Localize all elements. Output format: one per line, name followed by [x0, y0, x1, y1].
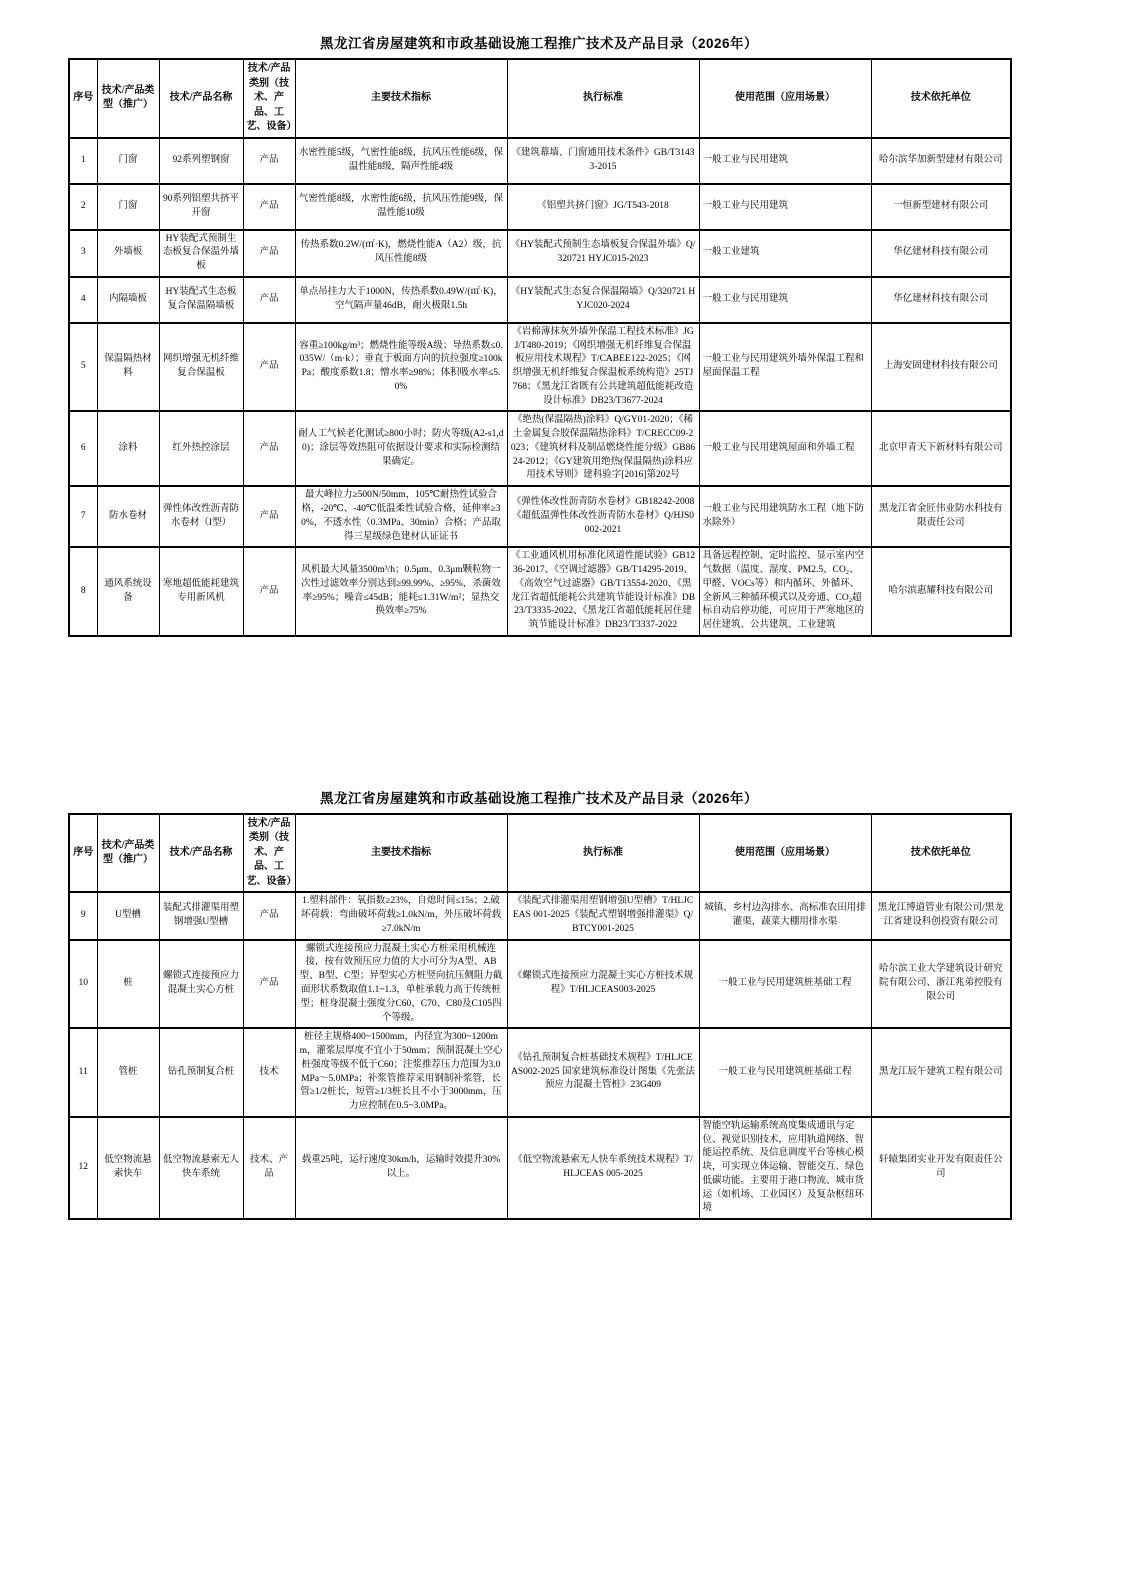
- cell-no: 10: [69, 940, 97, 1029]
- cell-org: 黑龙江省金匠伟业防水科技有限责任公司: [871, 486, 1011, 547]
- cell-category: 产品: [243, 323, 295, 412]
- table-row: [69, 230, 1011, 277]
- cell-indicators: 螺锁式连接预应力混凝土实心方桩采用机械连接，按有效预压应力值的大小可分为A型、AB型、B型、C型；异型实心方桩竖向抗压侧阻力截面形状系数取值1.1~1.3，单桩承载力高于传统桩型；桩身混凝土强度分C60、C70、C80及C105四个等级。: [295, 940, 507, 1029]
- table-row: [69, 138, 1011, 184]
- cell-category: 产品: [243, 547, 295, 636]
- header-col-org: 技术依托单位: [871, 59, 1011, 138]
- cell-type: 通风系统设备: [97, 547, 159, 636]
- header-col-standard: 执行标准: [507, 814, 699, 893]
- cell-name: 装配式排灌渠用塑钢增强U型槽: [159, 892, 243, 939]
- cell-indicators: 1.塑料部件：氧指数≥23%，自熄时间≤15s；2.破坏荷载：弯曲破坏荷载≥1.0kN/m，外压破坏荷载≥7.0kN/m: [295, 892, 507, 939]
- cell-type: 涂料: [97, 411, 159, 486]
- cell-type: 外墙板: [97, 230, 159, 277]
- cell-category: 产品: [243, 184, 295, 230]
- cell-name: 寒地超低能耗建筑专用新风机: [159, 547, 243, 636]
- cell-org: 哈尔滨惠耀科技有限公司: [871, 547, 1011, 636]
- cell-scope: 城镇、乡村边沟排水、高标准农田用排灌渠，蔬菜大棚用排水渠: [699, 892, 871, 939]
- cell-indicators: 气密性能8级，水密性能6级，抗风压性能9级，保温性能10级: [295, 184, 507, 230]
- cell-standard: 《低空物流悬索无人快车系统技术规程》T/HLJCEAS 005-2025: [507, 1117, 699, 1219]
- cell-org: 黑龙江辰午建筑工程有限公司: [871, 1028, 1011, 1117]
- cell-name: 钻孔预制复合桩: [159, 1028, 243, 1117]
- cell-org: 黑龙江博道管业有限公司/黑龙江省建设科创投资有限公司: [871, 892, 1011, 939]
- cell-scope: 一般工业与民用建筑: [699, 277, 871, 323]
- table-row: [69, 940, 1011, 1029]
- cell-scope: 一般工业与民用建筑: [699, 138, 871, 184]
- cell-standard: 《建筑幕墙、门窗通用技术条件》GB/T31433-2015: [507, 138, 699, 184]
- cell-category: 产品: [243, 411, 295, 486]
- table-row: [69, 184, 1011, 230]
- cell-org: 华亿建材科技有限公司: [871, 277, 1011, 323]
- header-col-standard: 执行标准: [507, 59, 699, 138]
- cell-no: 1: [69, 138, 97, 184]
- header-col-name: 技术/产品名称: [159, 814, 243, 893]
- table-body: [69, 892, 1011, 1219]
- cell-name: 红外热控涂层: [159, 411, 243, 486]
- catalog-table-page-2: [68, 813, 1012, 1220]
- header-col-scope: 使用范围（应用场景）: [699, 59, 871, 138]
- cell-type: 低空物流悬索快车: [97, 1117, 159, 1219]
- cell-category: 产品: [243, 230, 295, 277]
- cell-indicators: 传热系数0.2W/(㎡·K)，燃烧性能A（A2）级，抗风压性能8级: [295, 230, 507, 277]
- table-row: [69, 411, 1011, 486]
- cell-scope: 智能空轨运输系统高度集成通讯与定位、视觉识别技术，应用轨道网络、智能运控系统、及信息调度平台等核心模块，可实现立体运输、智能交互、绿色低碳功能。主要用于港口物流、城市货运（如机场、工业园区）及复杂枢纽环境: [699, 1117, 871, 1219]
- cell-category: 技术、产品: [243, 1117, 295, 1219]
- table-row: [69, 547, 1011, 636]
- header-col-type: 技术/产品类型（推广）: [97, 59, 159, 138]
- cell-scope: 一般工业与民用建筑: [699, 184, 871, 230]
- cell-type: 保温隔热材料: [97, 323, 159, 412]
- cell-standard: 《HY装配式预制生态墙板复合保温外墙》Q/320721 HYJC015-2023: [507, 230, 699, 277]
- cell-standard: 《钻孔预制复合桩基础技术规程》T/HLJCEAS002-2025 国家建筑标准设计图集《先张法预应力混凝土管桩》23G409: [507, 1028, 699, 1117]
- cell-org: 轩辕集团实业开发有限责任公司: [871, 1117, 1011, 1219]
- table-header: [69, 814, 1011, 893]
- document-title: 黑龙江省房屋建筑和市政基础设施工程推广技术及产品目录（2026年）: [319, 790, 759, 806]
- cell-category: 产品: [243, 138, 295, 184]
- header-col-type: 技术/产品类型（推广）: [97, 814, 159, 893]
- cell-standard: 《HY装配式生态复合保温隔墙》Q/320721 HYJC020-2024: [507, 277, 699, 323]
- cell-standard: 《岩棉薄抹灰外墙外保温工程技术标准》JGJ/T480-2019；《网织增强无机纤维复合保温板应用技术规程》T/CABEE122-2025；《网织增强无机纤维复合保温板系统构造》25TJ768；《黑龙江省既有公共建筑超低能耗改造设计标准》DB23/T3677-2024: [507, 323, 699, 412]
- cell-no: 7: [69, 486, 97, 547]
- cell-type: 防水卷材: [97, 486, 159, 547]
- cell-indicators: 载重25吨，运行速度30km/h，运输时效提升30%以上。: [295, 1117, 507, 1219]
- cell-standard: 《螺锁式连接预应力混凝土实心方桩技术规程》T/HLJCEAS003-2025: [507, 940, 699, 1029]
- catalog-page-1: [68, 0, 1010, 637]
- document-title: 黑龙江省房屋建筑和市政基础设施工程推广技术及产品目录（2026年）: [319, 36, 759, 51]
- cell-category: 产品: [243, 486, 295, 547]
- cell-indicators: 最大峰拉力≥500N/50mm，105℃耐热性试验合格，-20℃、-40℃低温柔性试验合格，延伸率≥30%，不透水性（0.3MPa、30min）合格；产品取得三星级绿色建材认证证书: [295, 486, 507, 547]
- cell-no: 4: [69, 277, 97, 323]
- table-body: [69, 138, 1011, 636]
- header-col-category: 技术/产品类别（技术、产品、工艺、设备）: [243, 59, 295, 138]
- cell-no: 9: [69, 892, 97, 939]
- cell-name: HY装配式预制生态板复合保温外墙板: [159, 230, 243, 277]
- cell-type: 管桩: [97, 1028, 159, 1117]
- cell-no: 8: [69, 547, 97, 636]
- header-col-scope: 使用范围（应用场景）: [699, 814, 871, 893]
- cell-type: 门窗: [97, 138, 159, 184]
- table-row: [69, 1117, 1011, 1219]
- cell-no: 2: [69, 184, 97, 230]
- cell-indicators: 水密性能5级，气密性能8级，抗风压性能6级，保温性能8级，隔声性能4级: [295, 138, 507, 184]
- cell-no: 3: [69, 230, 97, 277]
- header-col-indicators: 主要技术指标: [295, 59, 507, 138]
- cell-category: 产品: [243, 277, 295, 323]
- table-row: [69, 892, 1011, 939]
- header-row: [69, 59, 1011, 138]
- cell-standard: 《弹性体改性沥青防水卷材》GB18242-2008《超低温弹性体改性沥青防水卷材》Q/HJS0002-2021: [507, 486, 699, 547]
- header-row: [69, 814, 1011, 893]
- cell-indicators: 桩径主规格400~1500mm，内径宜为300~1200mm，灌浆层厚度不宜小于50mm；预制混凝土空心桩强度等级不低于C60；注浆推荐压力范围为3.0MPa～5.0MPa；补浆管推荐采用钢制补浆管，长管≥1/2桩长，短管≥1/3桩长且不小于3000mm，压力应控制在0.5~3.0MPa。: [295, 1028, 507, 1117]
- cell-standard: 《绝热(保温隔热)涂料》Q/GY01-2020；《稀土金属复合胶保温隔热涂料》T/CRECC09-2023；《建筑材料及制品燃烧性能分级》GB8624-2012；《GY建筑用绝热(保温隔热)涂料应用技术导则》建科验字[2016]第202号: [507, 411, 699, 486]
- table-row: [69, 1028, 1011, 1117]
- cell-type: 桩: [97, 940, 159, 1029]
- table-header: [69, 59, 1011, 138]
- cell-org: 华亿建材科技有限公司: [871, 230, 1011, 277]
- cell-name: 螺锁式连接预应力混凝土实心方桩: [159, 940, 243, 1029]
- cell-type: 内隔墙板: [97, 277, 159, 323]
- cell-scope: 一般工业建筑: [699, 230, 871, 277]
- table-row: [69, 323, 1011, 412]
- catalog-table-page-1: [68, 58, 1012, 637]
- cell-type: U型槽: [97, 892, 159, 939]
- cell-name: HY装配式生态板复合保温隔墙板: [159, 277, 243, 323]
- cell-no: 6: [69, 411, 97, 486]
- table-row: [69, 277, 1011, 323]
- cell-category: 产品: [243, 940, 295, 1029]
- header-col-no: 序号: [69, 59, 97, 138]
- cell-org: 哈尔滨华加新型建材有限公司: [871, 138, 1011, 184]
- header-col-org: 技术依托单位: [871, 814, 1011, 893]
- cell-no: 12: [69, 1117, 97, 1219]
- cell-indicators: 风机最大风量3500m³/h；0.5μm、0.3μm颗粒物一次性过滤效率分别达到≥99.99%、≥95%，杀菌效率≥95%；噪音≤45dB；能耗≤1.31W/m²；显热交换效率≥75%: [295, 547, 507, 636]
- cell-name: 弹性体改性沥青防水卷材（I型）: [159, 486, 243, 547]
- cell-standard: 《装配式排灌渠用塑钢增强U型槽》T/HLJCEAS 001-2025《装配式塑钢增强排灌渠》Q/BTCY001-2025: [507, 892, 699, 939]
- cell-name: 92系列塑钢窗: [159, 138, 243, 184]
- header-col-indicators: 主要技术指标: [295, 814, 507, 893]
- cell-indicators: 容重≥100kg/m³；燃烧性能等级A级；导热系数≤0.035W/（m·k）；垂直于板面方向的抗拉强度≥100kPa；酸度系数1.8；憎水率≥98%；体积吸水率≤5.0%: [295, 323, 507, 412]
- cell-no: 11: [69, 1028, 97, 1117]
- cell-org: 北京甲青天下新材料有限公司: [871, 411, 1011, 486]
- cell-category: 产品: [243, 892, 295, 939]
- catalog-page-2: [68, 787, 1010, 1220]
- cell-org: 哈尔滨工业大学建筑设计研究院有限公司、浙江兆弟控股有限公司: [871, 940, 1011, 1029]
- cell-indicators: 耐人工气候老化测试≥800小时；防火等级(A2-s1,d0)；涂层等效热阻可依据设计要求和实际检测结果确定。: [295, 411, 507, 486]
- cell-indicators: 单点吊挂力大于1000N，传热系数0.49W/(㎡·K)，空气隔声量46dB，耐火极限1.5h: [295, 277, 507, 323]
- table-row: [69, 486, 1011, 547]
- cell-scope: 具备远程控制、定时监控、显示室内空气数据（温度、湿度、PM2.5、CO₂、甲醛、VOCs等）和内循环、外循环、全新风三种循环模式以及旁通、CO₂超标自动启停功能，可应用于严寒地区的居住建筑、公共建筑、工业建筑: [699, 547, 871, 636]
- cell-name: 网织增强无机纤维复合保温板: [159, 323, 243, 412]
- cell-scope: 一般工业与民用建筑防水工程（地下防水除外）: [699, 486, 871, 547]
- header-col-name: 技术/产品名称: [159, 59, 243, 138]
- cell-type: 门窗: [97, 184, 159, 230]
- header-col-category: 技术/产品类别（技术、产品、工艺、设备）: [243, 814, 295, 893]
- cell-org: 一恒新型建材有限公司: [871, 184, 1011, 230]
- cell-no: 5: [69, 323, 97, 412]
- cell-scope: 一般工业与民用建筑外墙外保温工程和屋面保温工程: [699, 323, 871, 412]
- header-col-no: 序号: [69, 814, 97, 893]
- cell-scope: 一般工业与民用建筑桩基础工程: [699, 940, 871, 1029]
- cell-scope: 一般工业与民用建筑屋面和外墙工程: [699, 411, 871, 486]
- cell-standard: 《铝塑共挤门窗》JG/T543-2018: [507, 184, 699, 230]
- cell-standard: 《工业通风机用标准化风道性能试验》GB1236-2017、《空调过滤器》GB/T14295-2019、《高效空气过滤器》GB/T13554-2020、《黑龙江省超低能耗公共建筑节能设计标准》DB23/T3335-2022、《黑龙江省超低能耗居住建筑节能设计标准》DB23/T3337-2022: [507, 547, 699, 636]
- cell-category: 技术: [243, 1028, 295, 1117]
- cell-name: 90系列铝塑共挤平开窗: [159, 184, 243, 230]
- cell-name: 低空物流悬索无人快车系统: [159, 1117, 243, 1219]
- cell-scope: 一般工业与民用建筑桩基础工程: [699, 1028, 871, 1117]
- cell-org: 上海安固建材科技有限公司: [871, 323, 1011, 412]
